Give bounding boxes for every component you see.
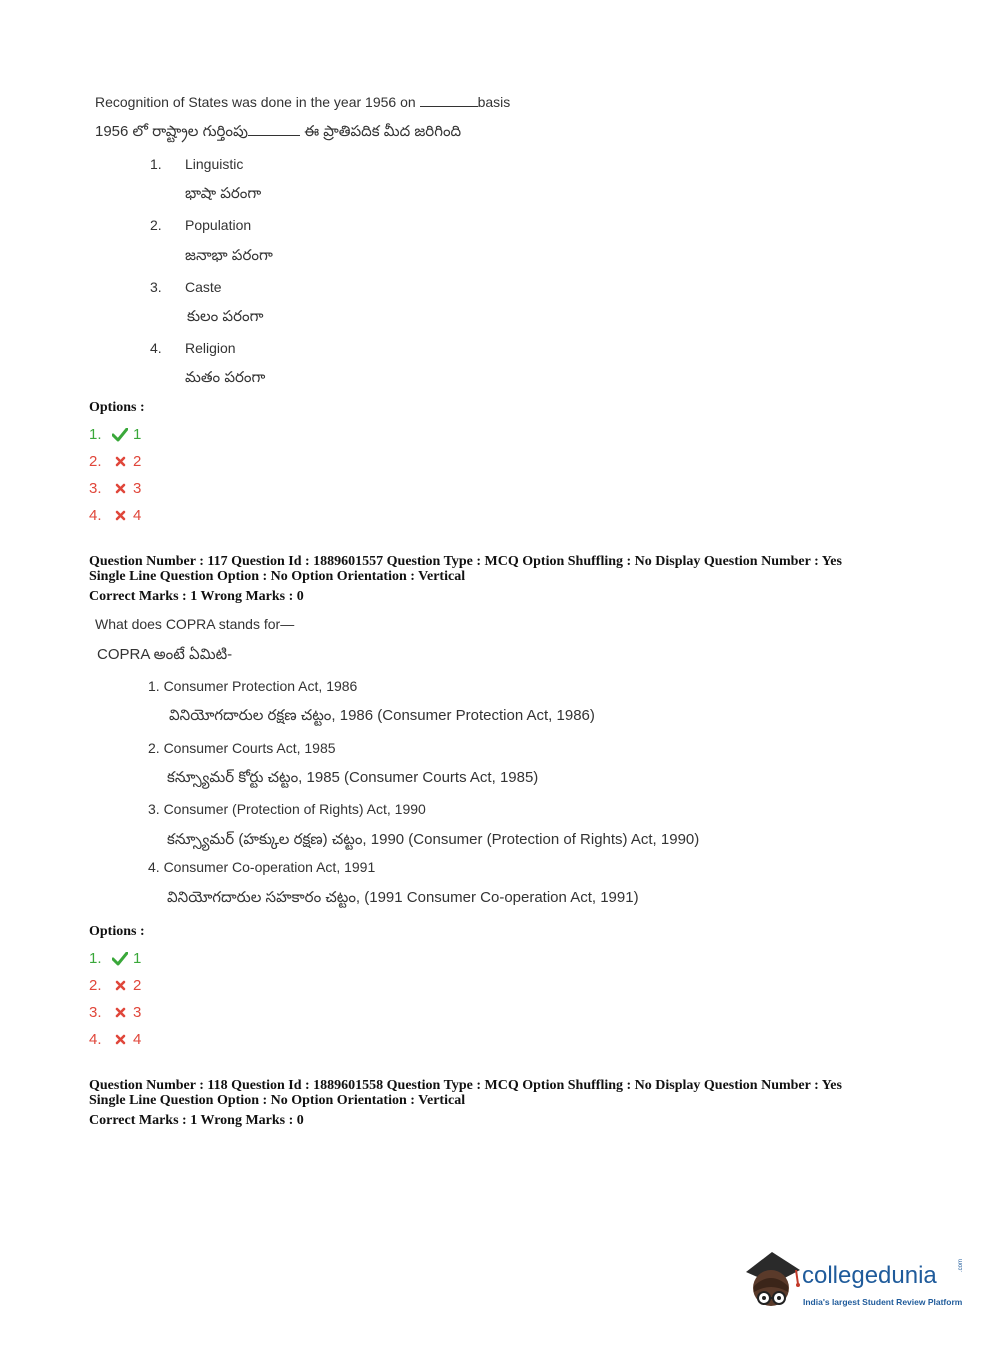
option-row: 3. 3 xyxy=(89,480,142,497)
choice-te: భాషా పరంగా xyxy=(185,185,262,202)
choice-number: 1. xyxy=(150,156,162,172)
choice-number: 3. xyxy=(150,279,162,295)
q117-question-te: COPRA అంటే ఏమిటి- xyxy=(97,646,233,663)
options-label: Options : xyxy=(89,924,145,939)
choice-number: 2. xyxy=(150,217,162,233)
cross-icon xyxy=(111,1007,129,1018)
option-row: 4. 4 xyxy=(89,507,142,524)
cross-icon xyxy=(111,1034,129,1045)
choice-en: 3. Consumer (Protection of Rights) Act, 1990 xyxy=(148,801,426,817)
q117-meta: Question Number : 117 Question Id : 1889601557 Question Type : MCQ Option Shuffling : No Display Question Number : Yes Single Line Question Option : No Option Orientation : Vertical Correct Marks : 1 Wrong Marks : 0 xyxy=(89,554,842,604)
q116-question-en: Recognition of States was done in the year 1956 on basis xyxy=(95,94,511,110)
choice-number: 4. xyxy=(150,340,162,356)
option-row: 1. 1 xyxy=(89,426,142,443)
answer-blank xyxy=(248,123,300,136)
q118-meta: Question Number : 118 Question Id : 1889601558 Question Type : MCQ Option Shuffling : No Display Question Number : Yes Single Line Question Option : No Option Orientation : Vertical Correct Marks : 1 Wrong Marks : 0 xyxy=(89,1078,842,1128)
q117-question-en: What does COPRA stands for— xyxy=(95,616,295,632)
option-row: 1. 1 xyxy=(89,950,142,967)
checkmark-icon xyxy=(111,428,129,442)
choice-te: వినియోగదారుల సహకారం చట్టం, (1991 Consumer Co-operation Act, 1991) xyxy=(167,889,639,906)
choice-te: మతం పరంగా xyxy=(185,369,266,386)
brand-tagline: India's largest Student Review Platform xyxy=(803,1297,963,1307)
checkmark-icon xyxy=(111,952,129,966)
brand-domain: .com xyxy=(958,1258,964,1272)
choice-en: 1. Consumer Protection Act, 1986 xyxy=(148,678,358,694)
q116-options xyxy=(89,421,141,529)
choice-en: Linguistic xyxy=(185,156,244,172)
answer-blank xyxy=(420,94,478,107)
q116-question-te: 1956 లో రాష్ట్రాల గుర్తింపు ఈ ప్రాతిపదిక మీద జరిగింది xyxy=(95,123,462,140)
options-label: Options : xyxy=(89,400,145,415)
option-row: 3. 3 xyxy=(89,1004,142,1021)
choice-en: 2. Consumer Courts Act, 1985 xyxy=(148,740,336,756)
brand-name: collegedunia xyxy=(802,1262,937,1289)
mascot-icon xyxy=(740,1248,802,1316)
option-row: 2. 2 xyxy=(89,977,142,994)
choice-te: కన్స్యూమర్ కోర్టు చట్టం, 1985 (Consumer Courts Act, 1985) xyxy=(167,769,539,786)
q117-options xyxy=(89,945,141,1053)
cross-icon xyxy=(111,456,129,467)
cross-icon xyxy=(111,980,129,991)
choice-te: వినియోగదారుల రక్షణ చట్టం, 1986 (Consumer Protection Act, 1986) xyxy=(169,707,595,724)
option-row: 4. 4 xyxy=(89,1031,142,1048)
option-row: 2. 2 xyxy=(89,453,142,470)
cross-icon xyxy=(111,510,129,521)
cross-icon xyxy=(111,483,129,494)
choice-en: 4. Consumer Co-operation Act, 1991 xyxy=(148,859,376,875)
choice-en: Population xyxy=(185,217,252,233)
choice-en: Caste xyxy=(185,279,222,295)
choice-en: Religion xyxy=(185,340,236,356)
choice-te: కన్స్యూమర్ (హక్కుల రక్షణ) చట్టం, 1990 (Consumer (Protection of Rights) Act, 1990) xyxy=(167,831,700,848)
choice-te: కులం పరంగా xyxy=(187,308,264,325)
choice-te: జనాభా పరంగా xyxy=(185,247,273,264)
collegedunia-logo xyxy=(740,1248,970,1318)
